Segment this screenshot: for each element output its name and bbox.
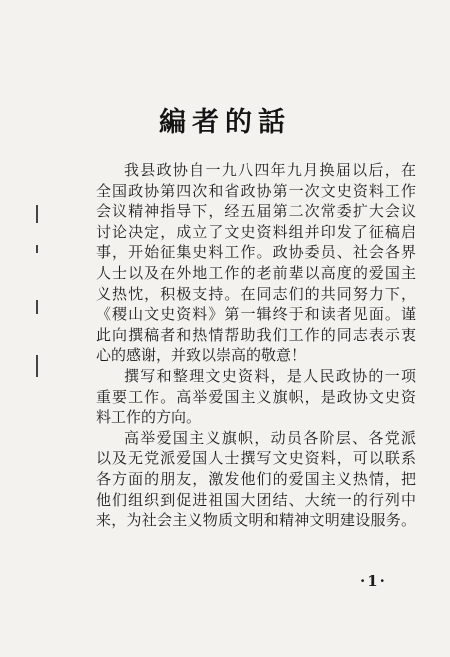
text-line: 全国政协第四次和省政协第一次文史资料工作: [96, 181, 416, 200]
text-line: 高举爱国主义旗帜，动员各阶层、各党派: [124, 428, 416, 447]
text-line: 人士以及在外地工作的老前辈以高度的爱国主: [96, 263, 416, 282]
margin-marks: [36, 205, 40, 395]
text-line: 事，开始征集史料工作。政协委员、社会各界: [96, 243, 416, 262]
text-line: 《稷山文史资料》第一辑终于和读者见面。谨: [96, 305, 416, 324]
text-line: 他们组织到促进祖国大团结、大统一的行列中: [96, 490, 416, 509]
text-line: 会议精神指导下，经五届第二次常委扩大会议: [96, 202, 416, 221]
text-line: 此向撰稿者和热情帮助我们工作的同志表示衷: [96, 325, 416, 344]
text-line: 来，为社会主义物质文明和精神文明建设服务。: [96, 511, 416, 530]
body-text: [96, 160, 416, 531]
text-line: 各方面的朋友，激发他们的爱国主义热情，把: [96, 469, 416, 488]
page-title: 編者的話: [159, 107, 291, 138]
text-line: 义热忱，积极支持。在同志们的共同努力下，: [96, 284, 416, 303]
text-line: 撰写和整理文史资料，是人民政协的一项: [124, 366, 416, 385]
paragraph-2: [96, 366, 416, 428]
text-line: 料工作的方向。: [96, 408, 202, 427]
text-line: 以及无党派爱国人士撰写文史资料，可以联系: [96, 449, 416, 468]
paragraph-1: [96, 160, 416, 366]
text-line: 重要工作。高举爱国主义旗帜，是政协文史资: [96, 387, 416, 406]
text-line: 讨论决定，成立了文史资料组并印发了征稿启: [96, 222, 416, 241]
page-number: ·1·: [360, 572, 387, 590]
paragraph-3: [96, 428, 416, 531]
text-line: 心的感谢，并致以崇高的敬意！: [96, 346, 307, 365]
text-line: 我县政协自一九八四年九月换届以后，在: [124, 161, 416, 179]
